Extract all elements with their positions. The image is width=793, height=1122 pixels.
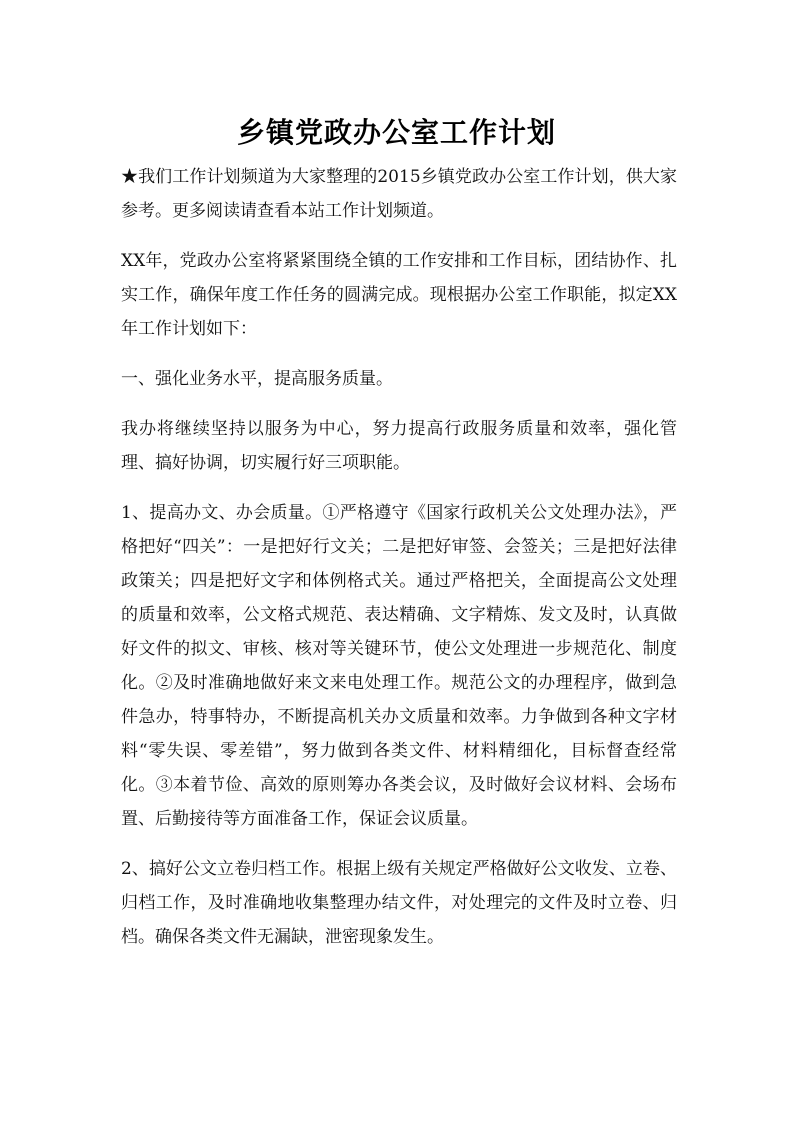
page-title: 乡镇党政办公室工作计划 (236, 115, 556, 149)
paragraph-item-2: 2、搞好公文立卷归档工作。根据上级有关规定严格做好公文收发、立卷、归档工作，及时准确地收集整理办结文件，对处理完的文件及时立卷、归档。确保各类文件无漏缺，泄密现象发生。 (121, 859, 677, 947)
paragraph-overview: XX年，党政办公室将紧紧围绕全镇的工作安排和工作目标，团结协作、扎实工作，确保年度工作任务的圆满完成。现根据办公室工作职能，拟定XX年工作计划如下： (121, 251, 677, 339)
document-body (121, 160, 677, 970)
paragraph-item-1: 1、提高办文、办会质量。①严格遵守《国家行政机关公文处理办法》，严格把好“四关”：一是把好行文关；二是把好审签、会签关；三是把好法律政策关；四是把好文字和体例格式关。通过严格把关，全面提高公文处理的质量和效率，公文格式规范、表达精确、文字精炼、发文及时，认真做好文件的拟文、审核、核对等关键环节，使公文处理进一步规范化、制度化。②及时准确地做好来文来电处理工作。规范公文的办理程序，做到急件急办，特事特办，不断提高机关办文质量和效率。力争做到各种文字材料“零失误、零差错”，努力做到各类文件、材料精细化，目标督查经常化。③本着节俭、高效的原则筹办各类会议，及时做好会议材料、会场布置、后勤接待等方面准备工作，保证会议质量。 (121, 503, 677, 829)
section-heading-1: 一、强化业务水平，提高服务质量。 (121, 369, 393, 389)
paragraph-section-1-intro: 我办将继续坚持以服务为中心，努力提高行政服务质量和效率，强化管理、搞好协调，切实履行好三项职能。 (121, 419, 677, 473)
paragraph-intro: ★我们工作计划频道为大家整理的2015乡镇党政办公室工作计划，供大家参考。更多阅读请查看本站工作计划频道。 (121, 167, 677, 221)
